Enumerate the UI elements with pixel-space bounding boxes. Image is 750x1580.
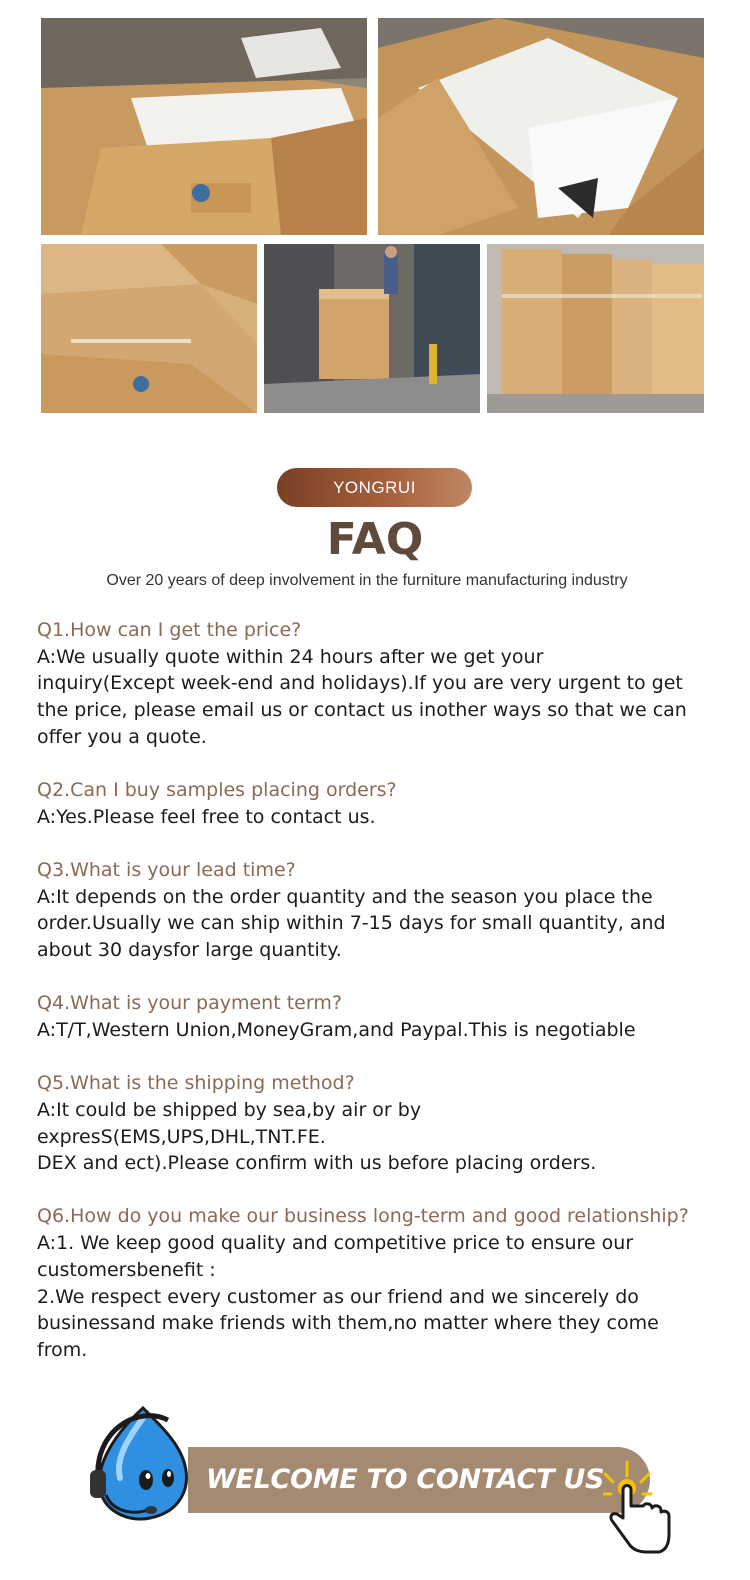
faq-item-1	[37, 617, 732, 751]
faq-answer-line: A:We usually quote within 24 hours after we get your	[37, 645, 544, 668]
faq-question: Q4.What is your payment term?	[37, 992, 342, 1015]
faq-list	[37, 617, 732, 1390]
faq-answer-line: customersbenefit :	[37, 1258, 216, 1281]
faq-answer-line: inquiry(Except week-end and holidays).If you are very urgent to get	[37, 672, 683, 695]
faq-question: Q1.How can I get the price?	[37, 619, 302, 641]
faq-item-2	[37, 777, 732, 830]
packing-photo-stacked-boxes	[41, 244, 257, 413]
loading-truck-photo	[264, 244, 480, 413]
faq-answer-line: A:1. We keep good quality and competitive price to ensure our	[37, 1232, 634, 1255]
faq-answer-line: offer you a quote.	[37, 725, 207, 748]
faq-item-4	[37, 990, 732, 1043]
packing-photo-open-box-1	[41, 18, 367, 235]
page-title: FAQ	[326, 514, 424, 565]
faq-item-3	[37, 857, 732, 964]
faq-answer-line: expresS(EMS,UPS,DHL,TNT.FE.	[37, 1125, 326, 1148]
faq-answer-line: A:Yes.Please feel free to contact us.	[37, 805, 376, 828]
container-loaded-boxes-photo	[487, 244, 704, 413]
hand-pointer-icon	[603, 1456, 673, 1556]
faq-answer-line: from.	[37, 1338, 88, 1361]
faq-answer-line: DEX and ect).Please confirm with us before placing orders.	[37, 1152, 597, 1175]
faq-question: Q2.Can I buy samples placing orders?	[37, 779, 397, 802]
faq-question: Q3.What is your lead time?	[37, 858, 296, 881]
faq-answer-line: A:It depends on the order quantity and the season you place the	[37, 885, 653, 908]
faq-question: Q6.How do you make our business long-term and good relationship?	[37, 1205, 689, 1228]
faq-answer-line: order.Usually we can ship within 7-15 days for small quantity, and	[37, 912, 666, 935]
page-subtitle: Over 20 years of deep involvement in the furniture manufacturing industry	[106, 572, 628, 589]
faq-answer-line: the price, please email us or contact us inother ways so that we can	[37, 699, 687, 722]
faq-answer-line: about 30 daysfor large quantity.	[37, 939, 342, 962]
faq-answer-line: businessand make friends with them,no matter where they come	[37, 1312, 659, 1335]
faq-item-6	[37, 1203, 732, 1363]
faq-answer-line: 2.We respect every customer as our friend and we sincerely do	[37, 1285, 639, 1308]
packing-photo-open-box-2	[378, 18, 704, 235]
headset-mascot-icon	[88, 1400, 198, 1525]
faq-question: Q5.What is the shipping method?	[37, 1072, 355, 1095]
contact-label[interactable]: WELCOME TO CONTACT US	[206, 1464, 605, 1495]
faq-answer-line: A:It could be shipped by sea,by air or by	[37, 1098, 422, 1121]
brand-badge: YONGRUI	[277, 468, 472, 507]
contact-banner[interactable]	[88, 1400, 688, 1560]
faq-answer-line: A:T/T,Western Union,MoneyGram,and Paypal.This is negotiable	[37, 1018, 636, 1041]
faq-item-5	[37, 1070, 732, 1177]
